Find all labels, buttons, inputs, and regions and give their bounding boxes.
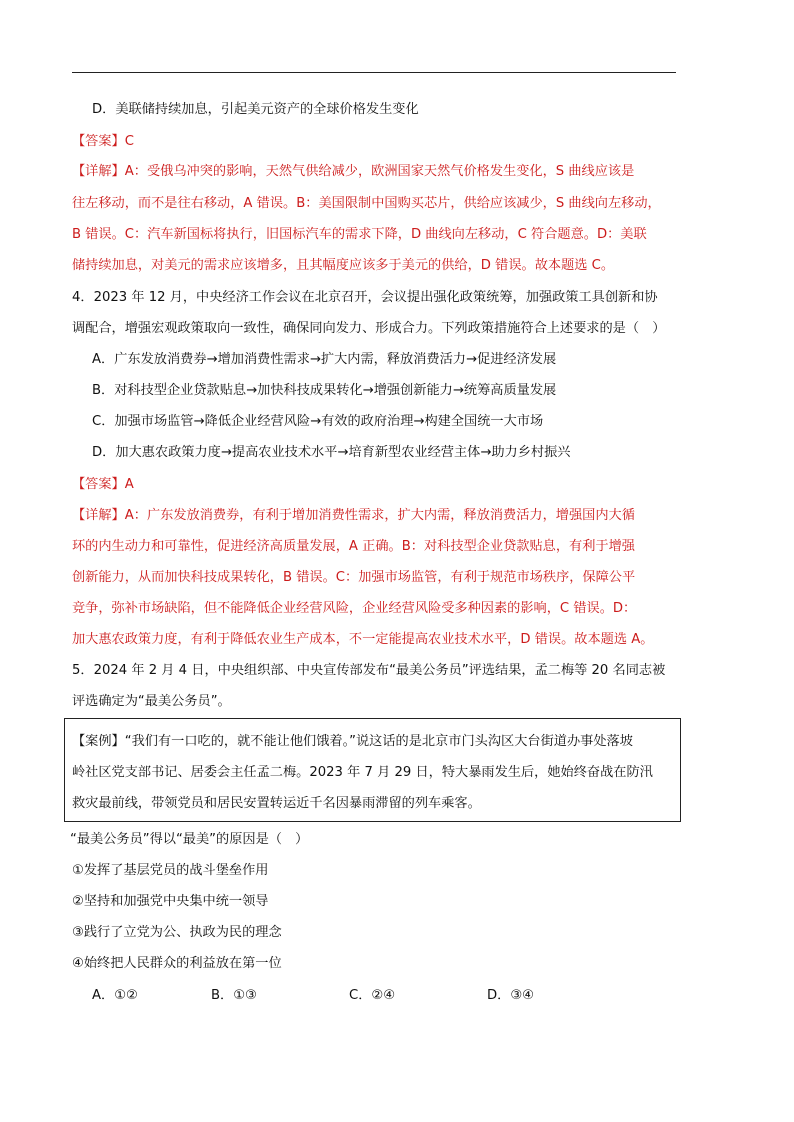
q4-detail-line: 加大惠农政策力度，有利于降低农业生产成本，不一定能提高农业技术水平，D 错误。故本题选 A。 <box>72 632 654 647</box>
q4-stem-line: 调配合，增强宏观政策取向一致性，确保同向发力、形成合力。下列政策措施符合上述要求的是（ ） <box>72 321 666 336</box>
q4-detail-line: 竞争，弥补市场缺陷，但不能降低企业经营风险，企业经营风险受多种因素的影响，C 错误。D： <box>72 601 637 616</box>
q5-choice-b: B．①③ <box>211 988 257 1003</box>
q4-option-a: A．广东发放消费券→增加消费性需求→扩大内需，释放消费活力→促进经济发展 <box>92 352 557 367</box>
header-rule <box>72 72 676 73</box>
q5-stem-line: 评选确定为“最美公务员”。 <box>72 694 231 709</box>
q4-detail-line: 【详解】A：广东发放消费券，有利于增加消费性需求，扩大内需，释放消费活力，增强国内大循 <box>72 508 635 523</box>
q3-detail-line: 【详解】A：受俄乌冲突的影响，天然气供给减少，欧洲国家天然气价格发生变化，S 曲线应该是 <box>72 164 635 179</box>
q4-detail-line: 环的内生动力和可靠性，促进经济高质量发展，A 正确。B：对科技型企业贷款贴息，有利于增强 <box>72 539 635 554</box>
q3-detail-line: B 错误。C：汽车新国标将执行，旧国标汽车的需求下降，D 曲线向左移动，C 符合题意。D：美联 <box>72 227 647 242</box>
q4-option-c: C．加强市场监管→降低企业经营风险→有效的政府治理→构建全国统一大市场 <box>92 414 544 429</box>
q5-question: “最美公务员”得以“最美”的原因是（ ） <box>70 832 309 847</box>
q3-answer: 【答案】C <box>72 134 134 149</box>
q5-statement: ③践行了立党为公、执政为民的理念 <box>72 925 282 940</box>
q4-answer: 【答案】A <box>72 477 134 492</box>
q5-stem-line: 5．2024 年 2 月 4 日，中央组织部、中央宣传部发布“最美公务员”评选结果，孟二梅等 20 名同志被 <box>72 663 666 678</box>
case-line: 救灾最前线，带领党员和居民安置转运近千名因暴雨滞留的列车乘客。 <box>72 796 481 811</box>
q4-stem-line: 4．2023 年 12 月，中央经济工作会议在北京召开，会议提出强化政策统筹，加强政策工具创新和协 <box>72 290 658 305</box>
q5-choice-a: A．①② <box>92 988 138 1003</box>
q4-detail-line: 创新能力，从而加快科技成果转化，B 错误。C：加强市场监管，有利于规范市场秩序，保障公平 <box>72 570 636 585</box>
q5-choice-d: D．③④ <box>487 988 534 1003</box>
q5-statement: ①发挥了基层党员的战斗堡垒作用 <box>72 863 269 878</box>
q3-detail-line: 往左移动，而不是往右移动，A 错误。B：美国限制中国购买芯片，供给应该减少，S 曲线向左移动， <box>72 196 661 211</box>
q4-option-d: D．加大惠农政策力度→提高农业技术水平→培育新型农业经营主体→助力乡村振兴 <box>92 445 571 460</box>
case-line: 岭社区党支部书记、居委会主任孟二梅。2023 年 7 月 29 日，特大暴雨发生后，她始终奋战在防汛 <box>72 765 653 780</box>
q5-statement: ④始终把人民群众的利益放在第一位 <box>72 956 282 971</box>
q3-option-d: D．美联储持续加息，引起美元资产的全球价格发生变化 <box>92 102 419 117</box>
q4-option-b: B．对科技型企业贷款贴息→加快科技成果转化→增强创新能力→统筹高质量发展 <box>92 383 557 398</box>
q3-detail-line: 储持续加息，对美元的需求应该增多，且其幅度应该多于美元的供给，D 错误。故本题选 C。 <box>72 258 615 273</box>
q5-choice-c: C．②④ <box>349 988 396 1003</box>
case-line: 【案例】“我们有一口吃的，就不能让他们饿着。”说这话的是北京市门头沟区大台街道办事处落坡 <box>72 734 633 749</box>
q5-statement: ②坚持和加强党中央集中统一领导 <box>72 894 269 909</box>
